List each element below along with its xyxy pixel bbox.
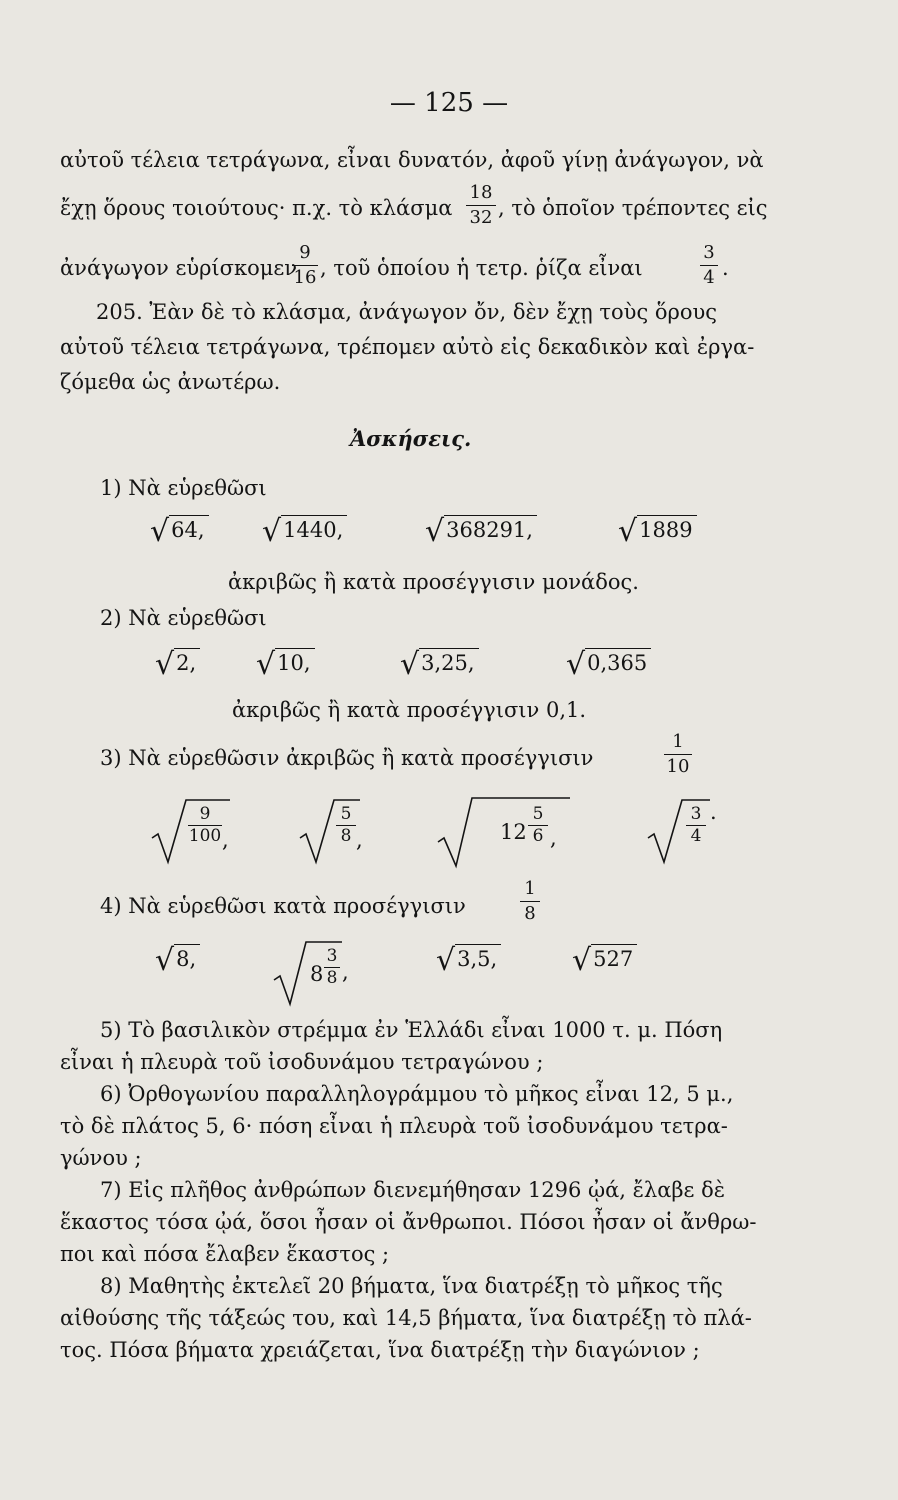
sqrt-1889: √1889 (618, 517, 697, 547)
intro-line-1: αὐτοῦ τέλεια τετράγωνα, εἶναι δυνατόν, ἀφοῦ γίνῃ ἀνάγωγον, νὰ (60, 148, 764, 172)
sqrt-9-over-100: 9 100 , (150, 798, 230, 864)
problem-6-line-3: γώνου ; (60, 1146, 142, 1170)
problem-7-line-2: ἕκαστος τόσα ᾠά, ὅσοι ἦσαν οἱ ἄνθρωποι. Πόσοι ἦσαν οἱ ἄνθρω- (60, 1210, 757, 1234)
intro-line-3-end: . (722, 256, 729, 280)
radical-icon: √ (436, 943, 456, 978)
fraction-9-16 (292, 244, 318, 287)
intro-line-3a: ἀνάγωγον εὑρίσκομεν (60, 256, 298, 280)
radical-icon: √ (155, 943, 175, 978)
intro-line-3b: , τοῦ ὁποίου ἡ τετρ. ῥίζα εἶναι (320, 256, 643, 280)
section-205-line-3: ζόμεθα ὡς ἀνωτέρω. (60, 370, 281, 394)
radical-icon: √ (150, 514, 170, 549)
exercise-2-note: ἀκριβῶς ἢ κατὰ προσέγγισιν 0,1. (232, 698, 587, 722)
section-205-line-1: 205. Ἐὰν δὲ τὸ κλάσμα, ἀνάγωγον ὄν, δὲν ἔχῃ τοὺς ὅρους (96, 300, 718, 324)
intro-line-2b: , τὸ ὁποῖον τρέποντες εἰς (498, 196, 768, 220)
fraction-denominator: 10 (666, 756, 690, 777)
radical-icon: √ (566, 647, 586, 682)
sqrt-10: √10, (256, 650, 315, 680)
page-number: — 125 — (389, 88, 509, 118)
problem-8-line-3: τος. Πόσα βήματα χρειάζεται, ἵνα διατρέξῃ τὴν διαγώνιον ; (60, 1338, 700, 1362)
radical-icon: √ (618, 514, 638, 549)
fraction-1-8 (520, 880, 540, 923)
fraction-denominator: 4 (703, 267, 715, 288)
radical-icon: √ (262, 514, 282, 549)
intro-line-2a: ἔχῃ ὅρους τοιούτους· π.χ. τὸ κλάσμα (60, 196, 453, 220)
radical-icon: √ (572, 943, 592, 978)
sqrt-2: √2, (155, 650, 200, 680)
exercise-2-label: 2) Νὰ εὑρεθῶσι (100, 606, 267, 630)
problem-7-line-3: ποι καὶ πόσα ἔλαβεν ἕκαστος ; (60, 1242, 390, 1266)
fraction-18-32 (466, 184, 496, 227)
sqrt-8: √8, (155, 946, 200, 976)
sqrt-12-5-over-6: 12 5 6 , (436, 796, 576, 868)
fraction-denominator: 8 (524, 903, 536, 924)
problem-6-line-2: τὸ δὲ πλάτος 5, 6· πόση εἶναι ἡ πλευρὰ τοῦ ἰσοδυνάμου τετρα- (60, 1114, 728, 1138)
exercise-3-label: 3) Νὰ εὑρεθῶσιν ἀκριβῶς ἢ κατὰ προσέγγισιν (100, 746, 594, 770)
sqrt-3-over-4: 3 4 . (646, 798, 722, 864)
problem-8-line-1: 8) Μαθητὴς ἐκτελεῖ 20 βήματα, ἵνα διατρέξῃ τὸ μῆκος τῆς (100, 1274, 723, 1298)
exercise-1-label: 1) Νὰ εὑρεθῶσι (100, 476, 267, 500)
problem-6-line-1: 6) Ὀρθογωνίου παραλληλογράμμου τὸ μῆκος εἶναι 12, 5 μ., (100, 1082, 734, 1106)
fraction-numerator: 9 (292, 244, 318, 266)
sqrt-8-3-over-8: 8 3 8 , (272, 940, 358, 1006)
problem-5-line-1: 5) Τὸ βασιλικὸν στρέμμα ἐν Ἑλλάδι εἶναι 1000 τ. μ. Πόση (100, 1018, 723, 1042)
fraction-numerator: 1 (664, 733, 692, 755)
sqrt-527: √527 (572, 946, 637, 976)
fraction-numerator: 3 (700, 244, 718, 266)
problem-8-line-2: αἰθούσης τῆς τάξεώς του, καὶ 14,5 βήματα, ἵνα διατρέξῃ τὸ πλά- (60, 1306, 752, 1330)
sqrt-3-25: √3,25, (400, 650, 479, 680)
sqrt-5-over-8: 5 8 , (298, 798, 362, 864)
sqrt-1440: √1440, (262, 517, 347, 547)
problem-5-line-2: εἶναι ἡ πλευρὰ τοῦ ἰσοδυνάμου τετραγώνου ; (60, 1050, 544, 1074)
sqrt-3-5: √3,5, (436, 946, 501, 976)
fraction-numerator: 18 (466, 184, 496, 206)
fraction-denominator: 16 (293, 267, 317, 288)
radical-icon: √ (256, 647, 276, 682)
sqrt-64: √64, (150, 517, 209, 547)
sqrt-0-365: √0,365 (566, 650, 651, 680)
exercises-heading: Ἀσκήσεις. (350, 426, 472, 451)
radical-icon: √ (400, 647, 420, 682)
fraction-3-4 (700, 244, 718, 287)
exercise-1-note: ἀκριβῶς ἢ κατὰ προσέγγισιν μονάδος. (228, 570, 639, 594)
fraction-1-10 (664, 733, 692, 776)
sqrt-368291: √368291, (425, 517, 537, 547)
fraction-denominator: 32 (469, 207, 493, 228)
radical-icon: √ (425, 514, 445, 549)
fraction-numerator: 1 (520, 880, 540, 902)
exercise-4-label: 4) Νὰ εὑρεθῶσι κατὰ προσέγγισιν (100, 894, 466, 918)
problem-7-line-1: 7) Εἰς πλῆθος ἀνθρώπων διενεμήθησαν 1296 ᾠά, ἔλαβε δὲ (100, 1178, 726, 1202)
radical-icon: √ (155, 647, 175, 682)
section-205-line-2: αὐτοῦ τέλεια τετράγωνα, τρέπομεν αὐτὸ εἰς δεκαδικὸν καὶ ἐργα- (60, 335, 755, 359)
